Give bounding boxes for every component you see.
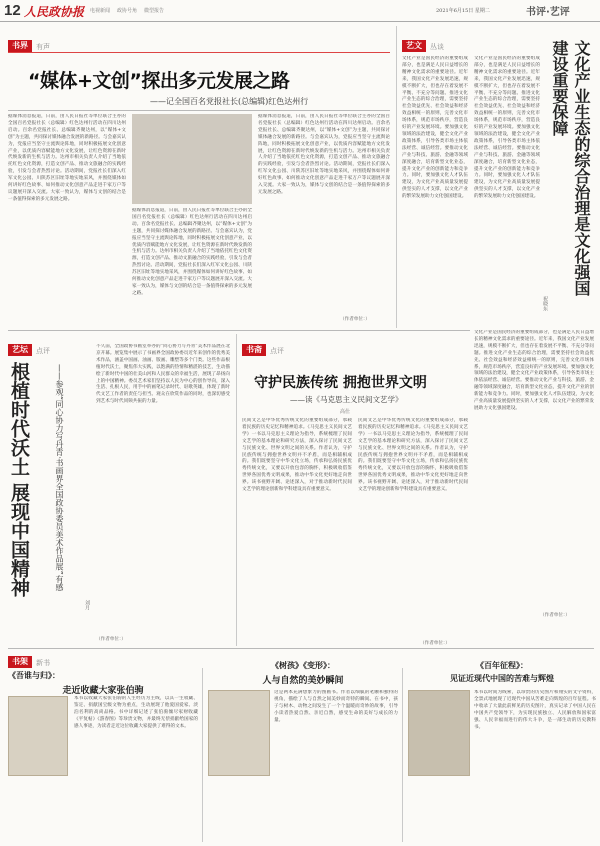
book-subtitle: 见证近现代中国的苦难与辉煌 bbox=[450, 673, 554, 683]
nav-link-3[interactable]: 微型报告 bbox=[144, 8, 165, 14]
article-subhead-vertical: ——参观“同心协力写丹青·书画界全国政协委员美术作品展”有感 bbox=[55, 364, 64, 591]
article-body-col2: 民间文艺是中华优秀传统文化的重要组成部分，承载着民族的历史记忆和精神追求。《马克思主义民间文艺学》一书以马克思主义理论为指导，系统梳理了民间文艺学的基本理论和研究方法，深入探讨了民间文艺与民族文化、世界文明之间的关系。作者认为，守护民族传统与拥抱世界文明并不矛盾，而是相辅相成的。我们既要坚守中华文化立场，传承和弘扬民族优秀传统文化，又要以开放包容的胸怀，积极吸收借鉴世界各国优秀文明成果，推动中华文化更好地走向世界。该书视野开阔、论述深入，对于推动新时代民间文艺学的理论创新和学科建设具有重要意义。 bbox=[358, 418, 468, 493]
article-body: 文化产业是国民经济的重要组成部分，也是满足人民日益增长的精神文化需求的重要途径。近年来，我国文化产业发展迅速，规模不断扩大，但也存在着发展不平衡、不充分等问题。推进文化产业生态的综合治理，需要坚持社会效益优先、社会效益和经济效益相统一的原则，完善文化市场体系，规范市场秩序，营造良好的产业发展环境。要加强文化领域的法治建设，健全文化产业政策体系，引导各类市场主体依法经营、诚信经营。要推动文化产业与科技、旅游、金融等领域深度融合，培育新型文化业态，提升文化产业的创新能力和竞争力。同时，要加强文化人才队伍建设，为文化产业高质量发展提供坚实的人才支撑，以文化产业的繁荣发展助力文化强国建设。 bbox=[402, 56, 468, 200]
article-body: 民间文艺是中华优秀传统文化的重要组成部分，承载着民族的历史记忆和精神追求。《马克思主义民间文艺学》一书以马克思主义理论为指导，系统梳理了民间文艺学的基本理论和研究方法，深入探讨了民间文艺与民族文化、世界文明之间的关系。作者认为，守护民族传统与拥抱世界文明并不矛盾，而是相辅相成的。我们既要坚守中华文化立场，传承和弘扬民族优秀传统文化，又要以开放包容的胸怀，积极吸收借鉴世界各国优秀文明成果，推动中华文化更好地走向世界。该书视野开阔、论述深入，对于推动新时代民间文艺学的理论创新和学科建设具有重要意义。 bbox=[242, 418, 352, 493]
paper-name: 人民政协报 bbox=[24, 5, 85, 19]
section-tag-shuzhai: 书斋 bbox=[242, 344, 266, 356]
article-body-col2: 据媒体消息报道，日前，由人民日报社等单位联合主办的全国百名党报社长（总编辑）红色达州行活动在四川达州启动。百余名党报社长、总编辑齐聚达州，以“媒体+文创”为主题，共同探讨媒体融合发展的新路径。与会嘉宾认为，党报应当坚守主流舆论阵地，同时积极拓展文化创意产业，以优质内容赋能地方文化发展，让红色资源在新时代焕发新的生机与活力。达州市相关负责人介绍了当地依托红色文化资源，打造文创产品、推动文旅融合的实践经验，引发与会者热烈讨论。活动期间，党报社长们深入红军文化公园、川陕苏区旧址等地实地采风，并围绕媒体如何讲好红色故事、如何推动文化创意产品走进千家万户等议题展开深入交流。大家一致认为，媒体与文创的结合是一条值得探索的多元发展之路。 bbox=[132, 208, 252, 296]
book-review-body: 这是两本充满想象力的图画书。作者以细腻的笔触和独特的视角，描绘了人与自然之间美妙而奇特的瞬间。在书中，孩子与树木、动物之间发生了一个个温暖而奇妙的故事，引导小读者热爱自然、亲近自然，感受生命的美好与成长的力量。 bbox=[274, 690, 398, 723]
article-body-col2: 文化产业是国民经济的重要组成部分，也是满足人民日益增长的精神文化需求的重要途径。近年来，我国文化产业发展迅速，规模不断扩大，但也存在着发展不平衡、不充分等问题。推进文化产业生态的综合治理，需要坚持社会效益优先、社会效益和经济效益相统一的原则，完善文化市场体系，规范市场秩序，营造良好的产业发展环境。要加强文化领域的法治建设，健全文化产业政策体系，引导各类市场主体依法经营、诚信经营。要推动文化产业与科技、旅游、金融等领域深度融合，培育新型文化业态，提升文化产业的创新能力和竞争力。同时，要加强文化人才队伍建设，为文化产业高质量发展提供坚实的人才支撑，以文化产业的繁荣发展助力文化强国建设。 bbox=[474, 56, 540, 200]
book-cover-image bbox=[408, 690, 470, 776]
book-cover-image bbox=[8, 696, 68, 776]
book-subtitle: 人与自然的美妙瞬间 bbox=[262, 676, 344, 686]
article-byline: 高仕 bbox=[340, 409, 351, 415]
section-tag-yiwen: 艺文 bbox=[402, 40, 426, 52]
section-tag-sub: 点评 bbox=[36, 347, 50, 355]
section-tag-sub: 丛谈 bbox=[430, 43, 444, 51]
article-subhead: ——记全国百名党报社长(总编辑)红色达州行 bbox=[150, 97, 309, 106]
book-title: 《吾谁与归》： bbox=[8, 670, 60, 680]
section-tag-sub: 有声 bbox=[36, 43, 50, 51]
section-tag-yitan: 艺坛 bbox=[8, 344, 32, 356]
book-review-body: 本书以收藏大家张伯驹的人生经历为主线，以其一生收藏、鉴定、捐献国宝级文物为重点，生动展现了他爱国爱家、淡泊名利的高尚品格。书中详细记述了张伯驹倾尽家财收藏《平复帖》《游春图》等珍贵文物，并最终无偿捐献给国家的感人事迹，为读者走近这位收藏大家提供了难得的文本。 bbox=[74, 696, 198, 729]
section-tag-shujia: 书架 bbox=[8, 656, 32, 668]
article-footer: （作者单位：） bbox=[340, 317, 370, 322]
masthead bbox=[0, 0, 600, 22]
book-subtitle: 走近收藏大家张伯驹 bbox=[62, 686, 144, 696]
article-footer: （作者单位：） bbox=[96, 637, 126, 642]
issue-date: 2021年6月15日 星期二 bbox=[436, 8, 490, 14]
article-byline: 祝晓东 bbox=[542, 296, 548, 311]
article-body-col3: 文化产业是国民经济的重要组成部分，也是满足人民日益增长的精神文化需求的重要途径。近年来，我国文化产业发展迅速，规模不断扩大，但也存在着发展不平衡、不充分等问题。推进文化产业生态的综合治理，需要坚持社会效益优先、社会效益和经济效益相统一的原则，完善文化市场体系，规范市场秩序，营造良好的产业发展环境。要加强文化领域的法治建设，健全文化产业政策体系，引导各类市场主体依法经营、诚信经营。要推动文化产业与科技、旅游、金融等领域深度融合，培育新型文化业态，提升文化产业的创新能力和竞争力。同时，要加强文化人才队伍建设，为文化产业高质量发展提供坚实的人才支撑，以文化产业的繁荣发展助力文化强国建设。 bbox=[474, 330, 594, 411]
section-tag-shujie: 书界 bbox=[8, 40, 32, 52]
book-review-1 bbox=[8, 670, 198, 842]
nav-link-1[interactable]: 电视新闻 bbox=[90, 8, 111, 14]
section-tag-sub: 新书 bbox=[36, 659, 50, 667]
article-footer: （作者单位：） bbox=[420, 641, 450, 646]
article-byline: 刘月 bbox=[84, 600, 90, 610]
section-tag-sub: 点评 bbox=[270, 347, 284, 355]
book-review-body: 本书以时间为线索，以珍贵的历史图片和翔实的文字资料，全景式地展现了近现代中国从苦难走向辉煌的百年征程。书中收录了大量此前鲜见的历史图片，真实记录了中国人民在中国共产党领导下，为实现民族独立、人民解放和国家富强、人民幸福而进行的伟大斗争，是一部生动的历史教科书。 bbox=[474, 690, 596, 730]
article-body: 据媒体消息报道，日前，由人民日报社等单位联合主办的全国百名党报社长（总编辑）红色达州行活动在四川达州启动。百余名党报社长、总编辑齐聚达州，以“媒体+文创”为主题，共同探讨媒体融合发展的新路径。与会嘉宾认为，党报应当坚守主流舆论阵地，同时积极拓展文化创意产业，以优质内容赋能地方文化发展，让红色资源在新时代焕发新的生机与活力。达州市相关负责人介绍了当地依托红色文化资源，打造文创产品、推动文旅融合的实践经验，引发与会者热烈讨论。活动期间，党报社长们深入红军文化公园、川陕苏区旧址等地实地采风，并围绕媒体如何讲好红色故事、如何推动文化创意产品走进千家万户等议题展开深入交流。大家一致认为，媒体与文创的结合是一条值得探索的多元发展之路。 bbox=[8, 114, 126, 202]
article-headline-vertical: 文化产业生态的综合治理是文化强国建设重要保障 bbox=[550, 40, 591, 296]
book-review-2 bbox=[208, 660, 398, 842]
article-body: 不久前，全国政协书画室举办的“同心协力写丹青”美术作品展在北京开幕。展览集中展示了书画界全国政协委员近年来创作的优秀美术作品，涵盖中国画、油画、版画、雕塑等多个门类。这些作品根植时代沃土，聚焦伟大实践，以饱满的热情和精湛的技艺，生动描绘了新时代中国的壮美山河和人民群众的幸福生活，展现了昂扬向上的中国精神。委员艺术家们坚持以人民为中心的创作导向，深入生活、扎根人民，用手中的画笔记录时代、讴歌英雄，体现了新时代文艺工作者的责任与担当。观众在欣赏作品的同时，也深切感受到艺术与时代同频共振的力量。 bbox=[96, 344, 230, 405]
book-title: 《树孩》《变形》： bbox=[271, 660, 335, 670]
article-headline: 守护民族传统 拥抱世界文明 bbox=[254, 375, 427, 391]
nav-link-2[interactable]: 政协号角 bbox=[117, 8, 138, 14]
article-subhead: ——读《马克思主义民间文艺学》 bbox=[290, 395, 403, 404]
article-body-col3: 据媒体消息报道，日前，由人民日报社等单位联合主办的全国百名党报社长（总编辑）红色达州行活动在四川达州启动。百余名党报社长、总编辑齐聚达州，以“媒体+文创”为主题，共同探讨媒体融合发展的新路径。与会嘉宾认为，党报应当坚守主流舆论阵地，同时积极拓展文化创意产业，以优质内容赋能地方文化发展，让红色资源在新时代焕发新的生机与活力。达州市相关负责人介绍了当地依托红色文化资源，打造文创产品、推动文旅融合的实践经验，引发与会者热烈讨论。活动期间，党报社长们深入红军文化公园、川陕苏区旧址等地实地采风，并围绕媒体如何讲好红色故事、如何推动文化创意产品走进千家万户等议题展开深入交流。大家一致认为，媒体与文创的结合是一条值得探索的多元发展之路。 bbox=[258, 114, 390, 195]
book-cover-image bbox=[208, 690, 270, 776]
article-photo bbox=[132, 114, 252, 204]
article-headline: “媒体+文创”探出多元发展之路 bbox=[28, 70, 290, 92]
article-headline-vertical: 根植时代沃土 展现中国精神 bbox=[8, 362, 30, 597]
page-number: 12 bbox=[4, 2, 21, 19]
book-title: 《百年征程》： bbox=[476, 660, 528, 670]
article-footer: （作者单位：） bbox=[540, 613, 570, 618]
book-review-3 bbox=[408, 660, 596, 842]
section-name: 书评·艺评 bbox=[526, 7, 570, 18]
